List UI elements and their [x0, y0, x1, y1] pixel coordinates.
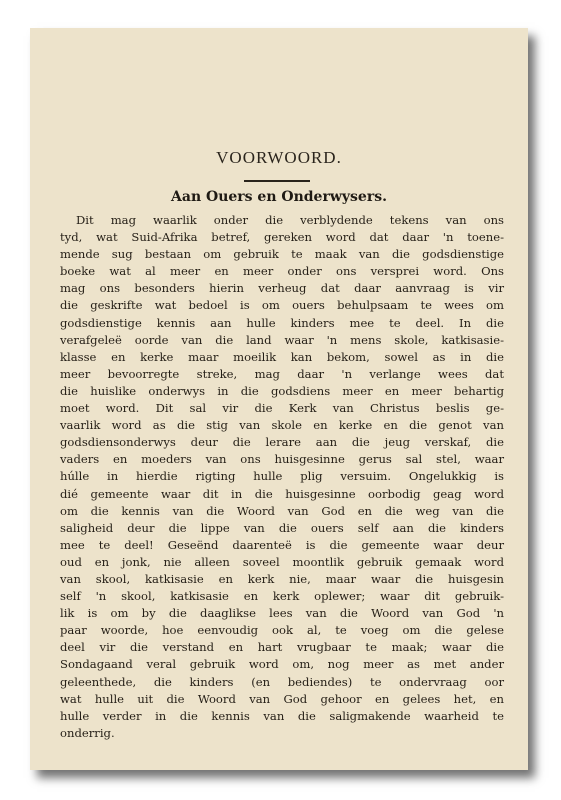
body-paragraph	[60, 212, 504, 742]
text-line: Dit mag waarlik onder die verblydende tekens van ons	[76, 213, 504, 227]
text-line: boeke wat al meer en meer onder ons versprei word. Ons	[60, 264, 504, 279]
heading-rule	[244, 180, 310, 182]
text-line: godsdienstige kennis aan hulle kinders mee te deel. In die	[60, 315, 504, 330]
text-line: godsdiensonderwys deur die lerare aan die jeug verskaf, die	[60, 435, 504, 450]
text-line: dié gemeente waar dit in die huisgesinne oorbodig geag word	[60, 486, 504, 501]
text-line: paar woorde, hoe eenvoudig ook al, te voeg om die gelese	[60, 623, 504, 638]
text-line: moet word. Dit sal vir die Kerk van Christus beslis ge-	[60, 401, 504, 416]
text-line: saligheid deur die lippe van die ouers self aan die kinders	[60, 520, 504, 535]
text-line: tyd, wat Suid-Afrika betref, gereken word dat daar 'n toene-	[60, 230, 504, 245]
text-line: meer bevoorregte streke, mag daar 'n verlange wees dat	[60, 366, 504, 381]
text-line: self 'n skool, katkisasie en kerk oplewer; waar dit gebruik-	[60, 589, 504, 604]
text-line: mee te deel! Geseënd daarenteë is die gemeente waar deur	[60, 537, 504, 552]
text-line: Sondagaand veral gebruik word om, nog meer as met ander	[60, 657, 504, 672]
page-subheading: Aan Ouers en Onderwysers.	[171, 189, 387, 205]
text-line: oud en jonk, nie alleen soveel moontlik gebruik gemaak word	[60, 554, 504, 569]
text-line: wat hulle uit die Woord van God gehoor en gelees het, en	[60, 691, 504, 706]
text-line: om die kennis van die Woord van God en die weg van die	[60, 503, 504, 518]
page-heading: VOORWOORD.	[216, 148, 342, 167]
text-line: die geskrifte wat bedoel is om ouers behulpsaam te wees om	[60, 298, 504, 313]
book-page	[30, 28, 528, 770]
text-line: onderrig.	[60, 725, 115, 740]
text-line: hulle verder in die kennis van die saligmakende waarheid te	[60, 708, 504, 723]
text-line: van skool, katkisasie en kerk nie, maar waar die huisgesin	[60, 571, 504, 586]
text-line: geleenthede, die kinders (en bediendes) te ondervraag oor	[60, 674, 504, 689]
text-line: verafgeleë oorde van die land waar 'n mens skole, katkisasie-	[60, 332, 504, 347]
text-line: lik is om by die daaglikse lees van die Woord van God 'n	[60, 606, 504, 621]
text-line: vaders en moeders van ons huisgesinne gerus sal stel, waar	[60, 452, 504, 467]
text-line: deel vir die verstand en hart vrugbaar te maak; waar die	[60, 640, 504, 655]
text-line: die huislike onderwys in die godsdiens meer en meer behartig	[60, 383, 504, 398]
text-line: klasse en kerke maar moeilik kan bekom, sowel as in die	[60, 349, 504, 364]
text-line: mende sug bestaan om gebruik te maak van die godsdienstige	[60, 247, 504, 262]
text-line: húlle in hierdie rigting hulle plig versuim. Ongelukkig is	[60, 469, 504, 484]
text-line: mag ons besonders hierin verheug dat daar aanvraag is vir	[60, 281, 504, 296]
text-line: vaarlik word as die stig van skole en kerke en die genot van	[60, 418, 504, 433]
